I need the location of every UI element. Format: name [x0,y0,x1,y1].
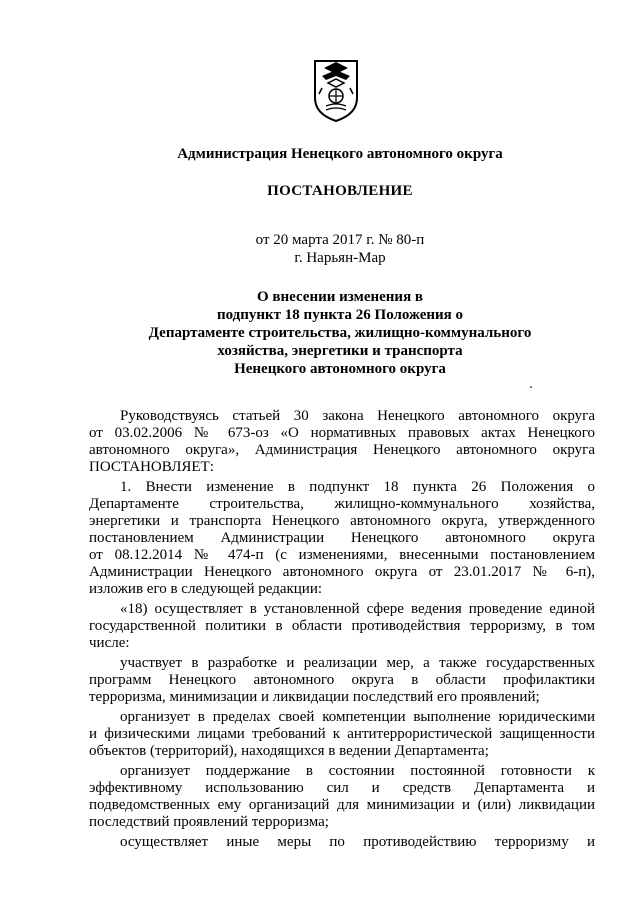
city: г. Нарьян-Мар [294,250,386,266]
body-paragraph [89,601,595,652]
body-line: 1. Внести изменение в подпункт 18 пункта 26 Положения о [120,479,595,495]
body-paragraph [89,709,595,760]
body-line: организует поддержание в состоянии постоянной готовности к [120,763,595,779]
document-type: ПОСТАНОВЛЕНИЕ [267,183,413,199]
body-line: и физическими лицами требований к антитеррористической защищенности [89,726,595,742]
body-line: государственной политики в области противодействия терроризму, в том [89,618,595,634]
organization-name: Администрация Ненецкого автономного округа [177,146,503,162]
body-line: числе: [89,635,130,651]
body-line: изложив его в следующей редакции: [89,581,323,597]
body-line: терроризма, минимизации и ликвидации последствий его проявлений; [89,689,540,705]
body-paragraph [89,763,595,831]
body-line: Администрации Ненецкого автономного округа от 23.01.2017 № 6-п), [89,564,595,580]
title-line: подпункт 18 пункта 26 Положения о [216,307,464,323]
title-line: О внесении изменения в [256,289,424,305]
title-line: хозяйства, энергетики и транспорта [217,343,463,359]
body-paragraph [89,479,595,598]
body-line: программ Ненецкого автономного округа в области профилактики [89,672,595,688]
body-paragraph [89,834,595,851]
body-line: постановлением Администрации Ненецкого автономного округа [89,530,595,546]
body-line: подведомственных ему организаций для минимизации и (или) ликвидации [89,797,595,813]
body-line: объектов (территорий), находящихся в ведении Департамента; [89,743,489,759]
body-paragraph [89,655,595,706]
body-line: автономного округа», Администрация Ненецкого автономного округа [89,442,595,458]
title-line: Департаменте строительства, жилищно-коммунального [148,325,532,341]
body-line: энергетики и транспорта Ненецкого автономного округа, утвержденного [89,513,595,529]
body-line: участвует в разработке и реализации мер, а также государственных [120,655,595,671]
date-number: от 20 марта 2017 г. № 80-п [255,232,425,248]
document-body [89,408,595,854]
body-line: от 03.02.2006 № 673-оз «О нормативных правовых актах Ненецкого [89,425,595,441]
body-line: последствий проявлений терроризма; [89,814,329,830]
body-line: осуществляет иные меры по противодействию терроризму и [120,834,595,850]
body-line: от 08.12.2014 № 474-п (с изменениями, внесенными постановлением [89,547,595,563]
document-title [0,288,640,378]
title-line: Ненецкого автономного округа [234,361,446,377]
body-paragraph [89,408,595,476]
scan-speck [530,386,532,388]
body-line: Руководствуясь статьей 30 закона Ненецкого автономного округа [120,408,595,424]
body-line: эффективному использованию сил и средств Департамента и [89,780,595,796]
coat-of-arms-emblem-icon [312,58,360,124]
body-line: Департаменте строительства, жилищно-коммунального хозяйства, [89,496,595,512]
body-line: организует в пределах своей компетенции выполнение юридическими [120,709,595,725]
body-line: ПОСТАНОВЛЯЕТ: [89,459,214,475]
body-line: «18) осуществляет в установленной сфере ведения проведение единой [120,601,595,617]
